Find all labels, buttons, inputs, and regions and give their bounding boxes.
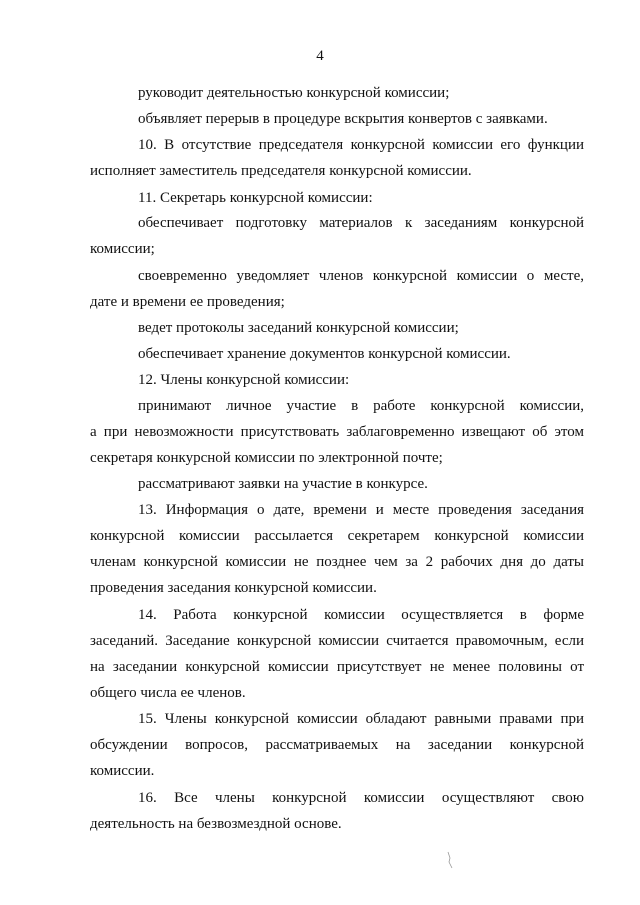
text-line: конкурсной комиссии рассылается секретарем конкурсной комиссии	[90, 528, 584, 544]
text-line: принимают личное участие в работе конкурсной комиссии,	[138, 398, 584, 414]
text-line: 16. Все члены конкурсной комиссии осуществляют свою	[138, 790, 584, 806]
text-line: комиссии.	[90, 763, 155, 779]
text-line: рассматривают заявки на участие в конкурсе.	[138, 476, 428, 492]
text-line: 11. Секретарь конкурсной комиссии:	[138, 190, 373, 206]
text-line: секретаря конкурсной комиссии по электронной почте;	[90, 450, 443, 466]
text-line: обеспечивает хранение документов конкурсной комиссии.	[138, 346, 511, 362]
text-line: 12. Члены конкурсной комиссии:	[138, 372, 350, 388]
text-line: 15. Члены конкурсной комиссии обладают равными правами при	[138, 711, 584, 727]
text-line: на заседании конкурсной комиссии присутствует не менее половины от	[90, 659, 584, 675]
text-line: проведения заседания конкурсной комиссии.	[90, 580, 377, 596]
text-line: деятельность на безвозмездной основе.	[90, 816, 342, 832]
page-number: 4	[316, 48, 324, 64]
text-line: руководит деятельностью конкурсной комиссии;	[138, 85, 450, 101]
text-line: а при невозможности присутствовать заблаговременно извещают об этом	[90, 424, 584, 440]
text-line: объявляет перерыв в процедуре вскрытия конвертов с заявками.	[138, 111, 548, 127]
text-line: обсуждении вопросов, рассматриваемых на заседании конкурсной	[90, 737, 584, 753]
text-line: заседаний. Заседание конкурсной комиссии считается правомочным, если	[90, 633, 584, 649]
text-line: членам конкурсной комиссии не позднее чем за 2 рабочих дня до даты	[90, 554, 584, 570]
text-line: своевременно уведомляет членов конкурсной комиссии о месте,	[138, 268, 584, 284]
text-line: ведет протоколы заседаний конкурсной комиссии;	[138, 320, 459, 336]
scan-mark	[446, 850, 454, 870]
text-line: комиссии;	[90, 241, 155, 257]
text-line: исполняет заместитель председателя конкурсной комиссии.	[90, 163, 472, 179]
text-line: 14. Работа конкурсной комиссии осуществляется в форме	[138, 607, 584, 623]
text-line: общего числа ее членов.	[90, 685, 246, 701]
text-line: дате и времени ее проведения;	[90, 294, 285, 310]
text-line: 10. В отсутствие председателя конкурсной комиссии его функции	[138, 137, 584, 153]
text-line: обеспечивает подготовку материалов к заседаниям конкурсной	[138, 215, 584, 231]
text-line: 13. Информация о дате, времени и месте проведения заседания	[138, 502, 584, 518]
